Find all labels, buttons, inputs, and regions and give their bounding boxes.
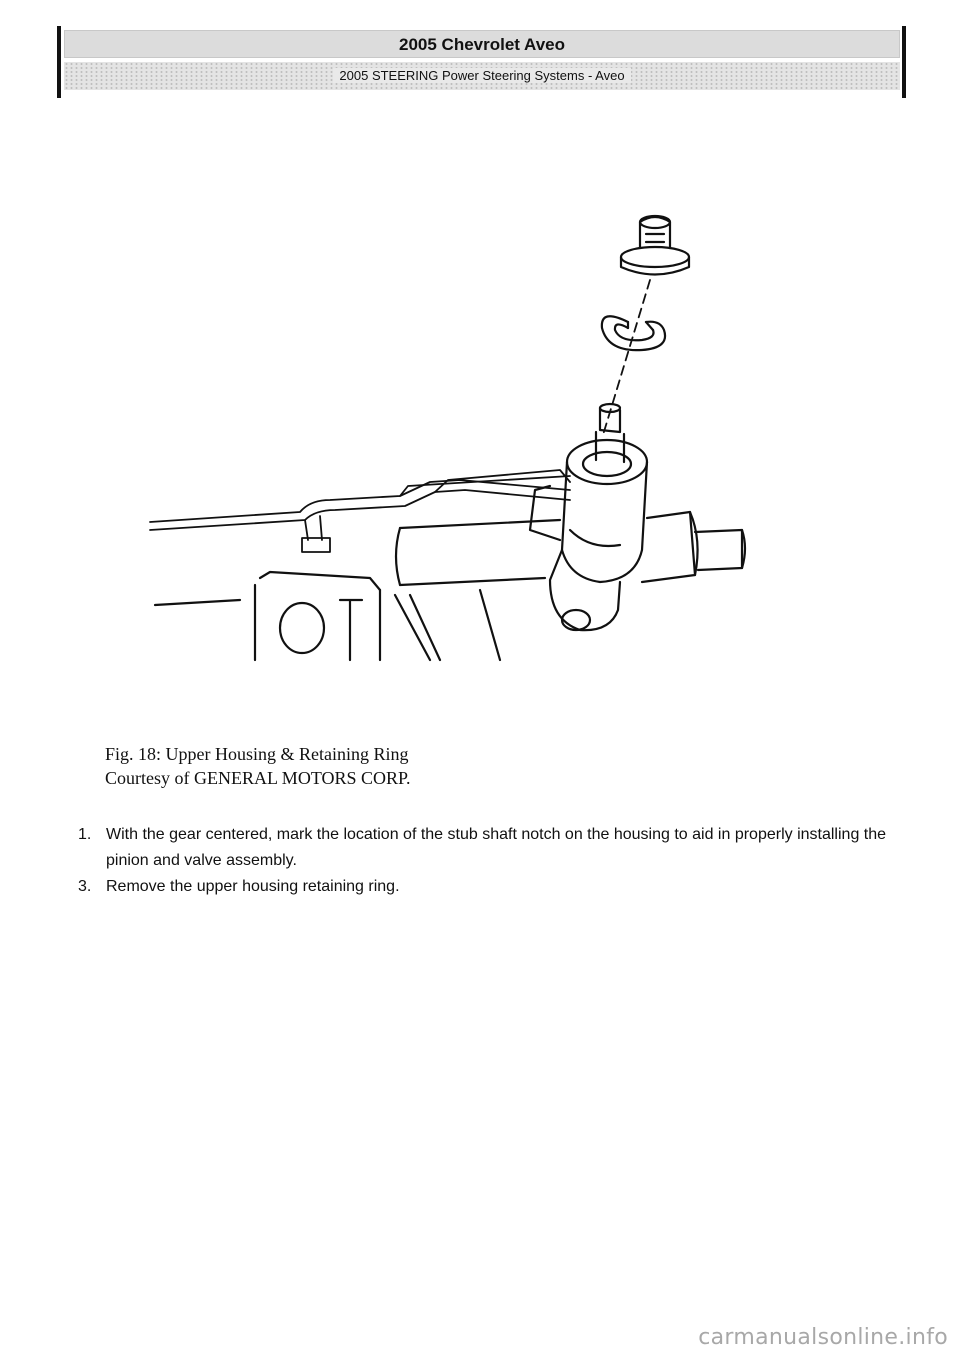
- procedure-step: [78, 822, 898, 874]
- step-text: Remove the upper housing retaining ring.: [106, 878, 400, 895]
- document-subtitle-text: 2005 STEERING Power Steering Systems - Aveo: [333, 68, 630, 83]
- retaining-ring-icon: [602, 316, 665, 350]
- procedure-steps: [78, 822, 898, 900]
- step-text: With the gear centered, mark the location of the stub shaft notch on the housing to aid in properly installing the pinion and valve assembly.: [106, 826, 887, 869]
- step-number: 1.: [78, 826, 92, 843]
- figure-caption-credit: Courtesy of GENERAL MOTORS CORP.: [105, 768, 411, 788]
- figure-caption: [105, 742, 411, 790]
- document-title: 2005 Chevrolet Aveo: [64, 30, 900, 58]
- pinion-housing-icon: [530, 440, 647, 630]
- procedure-step: [78, 874, 898, 900]
- steering-gear-diagram: [130, 200, 830, 680]
- document-subtitle: [64, 62, 900, 90]
- header-right-rule: [902, 26, 906, 98]
- watermark: carmanualsonline.info: [698, 1325, 948, 1350]
- header-left-rule: [57, 26, 61, 98]
- figure-caption-title: Fig. 18: Upper Housing & Retaining Ring: [105, 744, 409, 764]
- mounting-bracket-icon: [155, 572, 500, 660]
- rack-housing-icon: [396, 512, 745, 585]
- step-number: 3.: [78, 878, 92, 895]
- hydraulic-lines-icon: [150, 470, 570, 552]
- bolt-icon: [621, 216, 689, 275]
